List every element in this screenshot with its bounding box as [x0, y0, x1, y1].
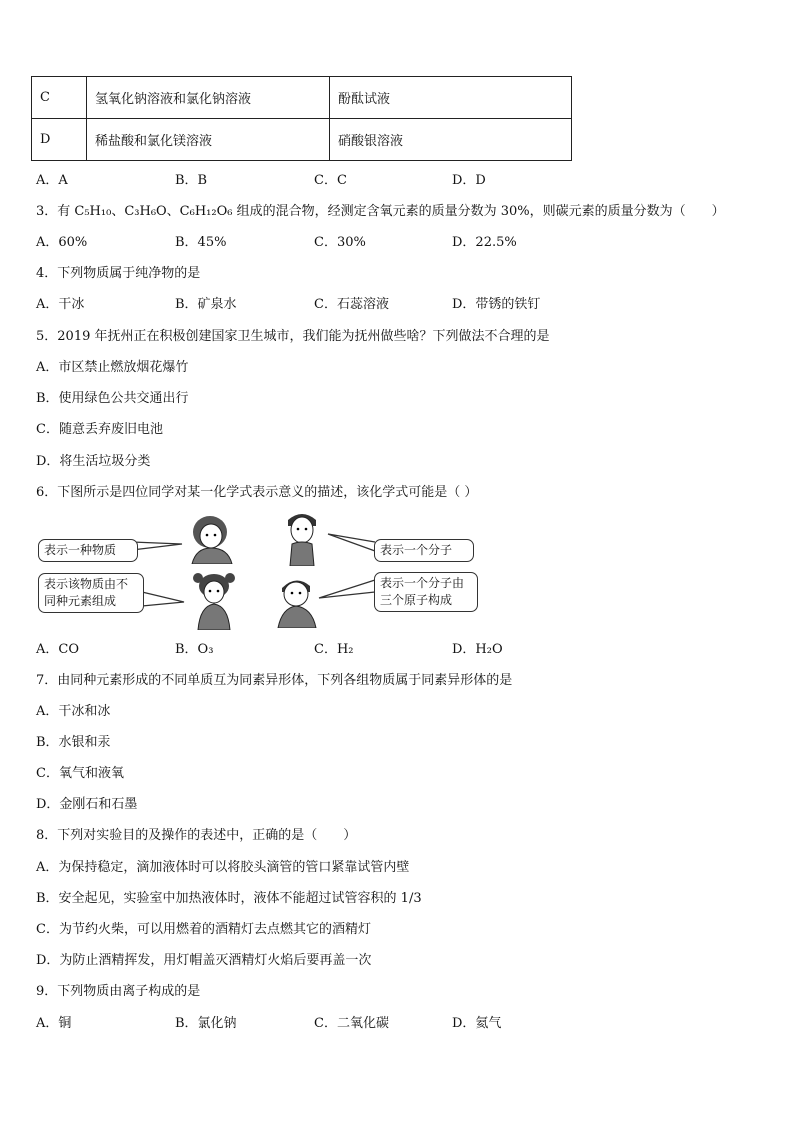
- option-a: A．铜: [36, 1016, 72, 1031]
- option-a: A．干冰: [36, 297, 85, 312]
- student-boy-curly-icon: [184, 512, 240, 564]
- student-boy-thin-icon: [276, 508, 328, 566]
- student-boy-pointing-icon: [268, 572, 324, 628]
- indicator-cell: 酚酞试液: [330, 77, 572, 119]
- row-label: C: [32, 77, 87, 119]
- students-illustration: [36, 506, 516, 632]
- question-6-stem: 6．下图所示是四位同学对某一化学式表示意义的描述，该化学式可能是（ ）: [36, 485, 478, 500]
- option-c: C．氧气和液氧: [36, 766, 124, 781]
- option-d: D．为防止酒精挥发，用灯帽盖灭酒精灯火焰后要再盖一次: [36, 953, 372, 968]
- option-c: C．30%: [314, 235, 366, 250]
- reagents-cell: 稀盐酸和氯化镁溶液: [87, 119, 330, 161]
- question-5-stem: 5．2019 年抚州正在积极创建国家卫生城市，我们能为抚州做些啥？下列做法不合理的是: [36, 329, 550, 344]
- question-9-stem: 9．下列物质由离子构成的是: [36, 984, 201, 999]
- option-a: A．市区禁止燃放烟花爆竹: [36, 360, 189, 375]
- option-a: A．A: [36, 173, 68, 188]
- option-b: B．使用绿色公共交通出行: [36, 391, 189, 406]
- option-d: D．金刚石和石墨: [36, 797, 138, 812]
- indicator-cell: 硝酸银溶液: [330, 119, 572, 161]
- option-b: B．氯化钠: [175, 1016, 237, 1031]
- speech-bubble-2: 表示一个分子: [374, 539, 474, 562]
- option-c: C．石蕊溶液: [314, 297, 389, 312]
- option-d: D．氦气: [452, 1016, 502, 1031]
- options-table: [31, 76, 572, 161]
- speech-bubble-1: 表示一种物质: [38, 539, 138, 562]
- option-d: D．D: [452, 173, 486, 188]
- question-8-stem: 8．下列对实验目的及操作的表述中，正确的是（ ）: [36, 828, 357, 843]
- option-b: B．安全起见，实验室中加热液体时，液体不能超过试管容积的 1/3: [36, 891, 422, 906]
- option-c: C．二氧化碳: [314, 1016, 389, 1031]
- student-girl-icon: [184, 570, 244, 630]
- option-d: D．将生活垃圾分类: [36, 454, 151, 469]
- option-c: C．随意丢弃废旧电池: [36, 422, 163, 437]
- option-c: C．为节约火柴，可以用燃着的酒精灯去点燃其它的酒精灯: [36, 922, 371, 937]
- option-b: B．45%: [175, 235, 227, 250]
- option-c: C．H₂: [314, 642, 354, 657]
- option-a: A．干冰和冰: [36, 704, 111, 719]
- option-c: C．C: [314, 173, 347, 188]
- question-7-stem: 7．由同种元素形成的不同单质互为同素异形体，下列各组物质属于同素异形体的是: [36, 673, 513, 688]
- question-3-stem: 3．有 C₅H₁₀、C₃H₆O、C₆H₁₂O₆ 组成的混合物，经测定含氧元素的质量分数为 30%，则碳元素的质量分数为（ ）: [36, 204, 725, 219]
- option-b: B．O₃: [175, 642, 214, 657]
- question-4-stem: 4．下列物质属于纯净物的是: [36, 266, 201, 281]
- option-d: D．22.5%: [452, 235, 517, 250]
- reagents-cell: 氢氧化钠溶液和氯化钠溶液: [87, 77, 330, 119]
- speech-bubble-4: 表示一个分子由三个原子构成: [374, 572, 478, 612]
- option-a: A．60%: [36, 235, 88, 250]
- option-a: A．CO: [36, 642, 79, 657]
- option-b: B．矿泉水: [175, 297, 237, 312]
- option-d: D．H₂O: [452, 642, 503, 657]
- table-row: [32, 119, 572, 161]
- option-b: B．水银和汞: [36, 735, 111, 750]
- option-a: A．为保持稳定，滴加液体时可以将胶头滴管的管口紧靠试管内壁: [36, 860, 410, 875]
- speech-bubble-3: 表示该物质由不同种元素组成: [38, 573, 144, 613]
- option-b: B．B: [175, 173, 208, 188]
- option-d: D．带锈的铁钉: [452, 297, 541, 312]
- row-label: D: [32, 119, 87, 161]
- table-row: [32, 77, 572, 119]
